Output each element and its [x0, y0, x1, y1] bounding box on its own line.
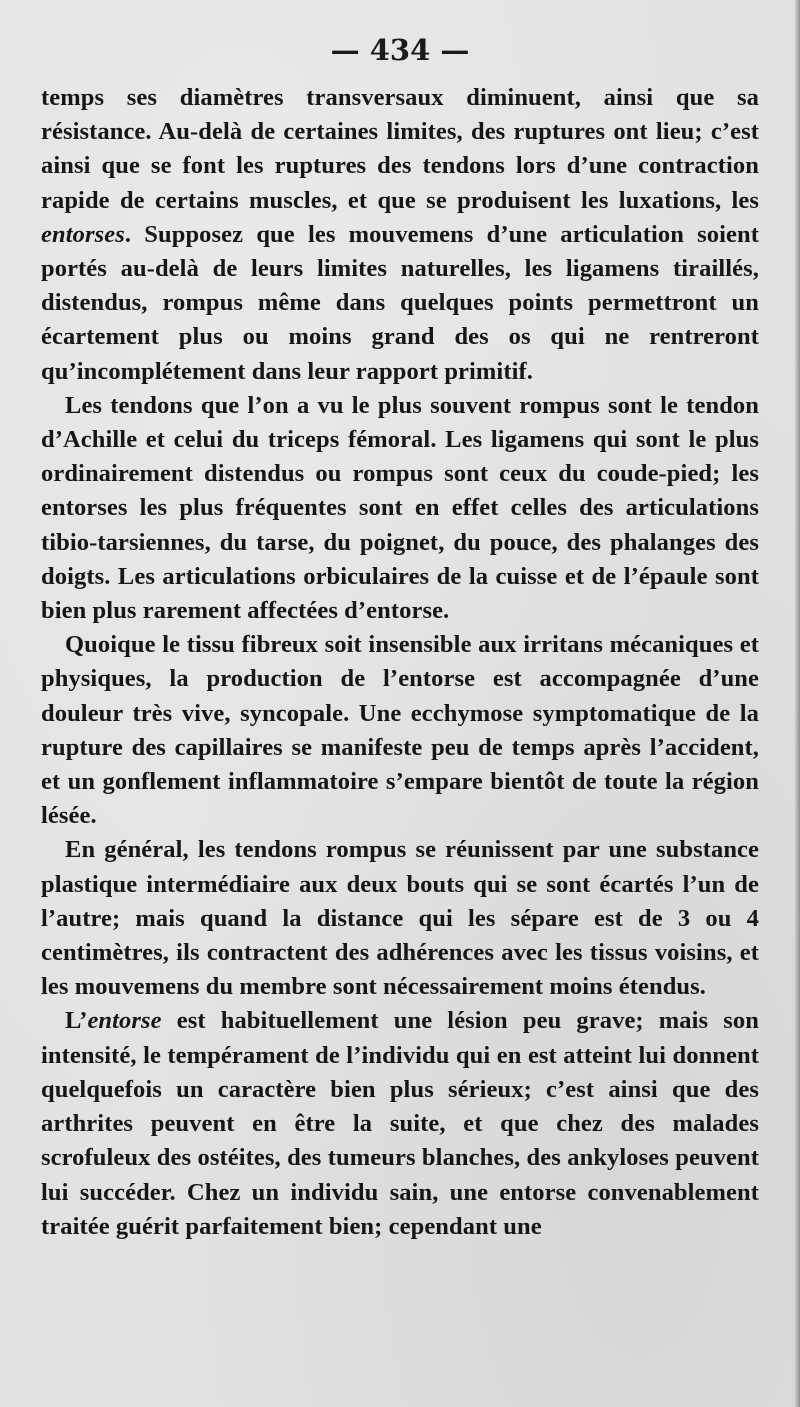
paragraph [41, 833, 759, 1004]
text-run: L’ [65, 1007, 88, 1035]
text-run: En général, les tendons rompus se réunissent par une substance plastique intermédiaire aux deux bouts qui se sont écartés l’un de l’autre; mais quand la distance qui les sépare est de 3 ou 4 centimètres, ils contractent des adhérences avec les tissus voisins, et les mouvemens du membre sont nécessairement moins étendus. [41, 836, 759, 1001]
page-number: — 434 — [330, 33, 470, 67]
page-edge-shadow [794, 0, 800, 1407]
paragraph [41, 628, 759, 833]
body-text [41, 81, 759, 1244]
emphasized-term: entorse [87, 1007, 162, 1035]
paragraph [41, 389, 759, 628]
text-run: est habituellement une lésion peu grave; mais son intensité, le tempérament de l’individu qui en est atteint lui donnent quelquefois un caractère bien plus sérieux; c’est ainsi que des arthrites peuvent en être la suite, et que chez des malades scrofuleux des ostéites, des tumeurs blanches, des ankyloses peuvent lui succéder. Chez un individu sain, une entorse convenablement traitée guérit parfaitement bien; cependant une [41, 1007, 759, 1240]
text-run: Les tendons que l’on a vu le plus souvent rompus sont le tendon d’Achille et celui du triceps fémoral. Les ligamens qui sont le plus ordinairement distendus ou rompus sont ceux du coude-pied; les entorses les plus fréquentes sont en effet celles des articulations tibio-tarsiennes, du tarse, du poignet, du pouce, des phalanges des doigts. Les articulations orbiculaires de la cuisse et de l’épaule sont bien plus rarement affectées d’entorse. [41, 391, 759, 625]
paragraph [41, 81, 759, 389]
emphasized-term: entorses [41, 220, 125, 248]
text-run: temps ses diamètres transversaux diminuent, ainsi que sa résistance. Au-delà de certaines limites, des ruptures ont lieu; c’est ainsi que se font les ruptures des tendons lors d’une contraction rapide de certains muscles, et que se produisent les luxations, les [41, 84, 759, 214]
paragraph [41, 1004, 759, 1243]
text-run: Quoique le tissu fibreux soit insensible aux irritans mécaniques et physiques, la production de l’entorse est accompagnée d’une douleur très vive, syncopale. Une ecchymose symptomatique de la rupture des capillaires se manifeste peu de temps après l’accident, et un gonflement inflammatoire s’empare bientôt de toute la région lésée. [41, 631, 759, 830]
text-run: . Supposez que les mouvemens d’une articulation soient portés au-delà de leurs limites naturelles, les ligamens tiraillés, distendus, rompus même dans quelques points permettront un écartement plus ou moins grand des os qui ne rentreront qu’incomplétement dans leur rapport primitif. [41, 220, 759, 385]
